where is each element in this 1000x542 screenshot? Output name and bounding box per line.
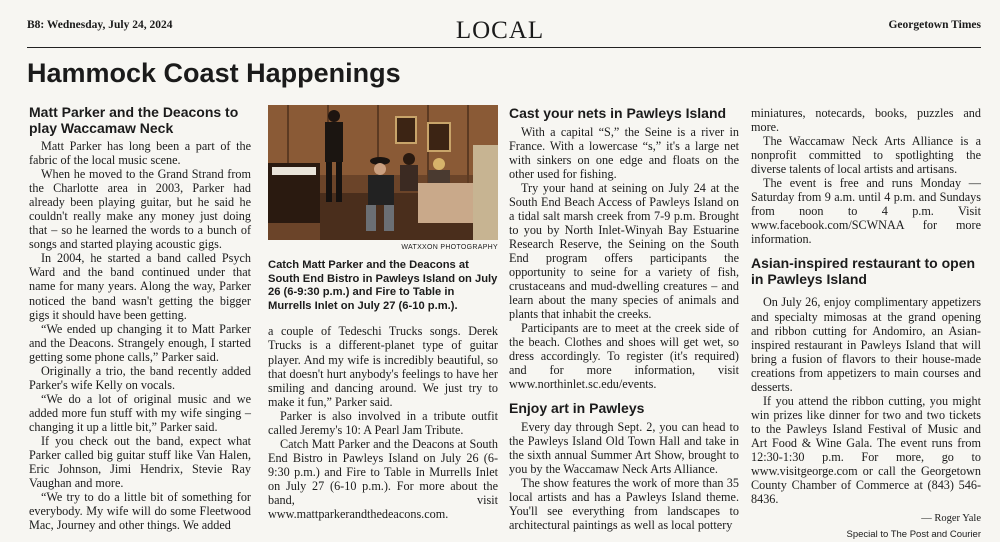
- paragraph: “We do a lot of original music and we added more fun stuff with my wife singing – changing it up a little bit,” Parker said.: [29, 391, 251, 434]
- paragraph: The show features the work of more than 35 local artists and has a Pawleys Island theme. You'll see everything from landscapes to architectural paintings as well as local pottery: [509, 476, 739, 533]
- paragraph: If you check out the band, expect what Parker called big guitar stuff like Van Halen, Eric Johnson, Jimi Hendrix, Stevie Ray Vaughan and more.: [29, 433, 251, 491]
- article-matt-parker-continued: [268, 105, 498, 521]
- paragraph: Parker is also involved in a tribute outfit called Jeremy's 10: A Pearl Jam Tribute.: [268, 408, 498, 437]
- paragraph: In 2004, he started a band called Psych Ward and the band continued under that name for many years. Along the way, Parker noticed the band wasn't getting the bigger gigs it should have been getting.: [29, 251, 251, 322]
- paragraph: The event is free and runs Monday — Saturday from 9 a.m. until 4 p.m. and Sundays from noon to 4 p.m. Visit www.facebook.com/SCWNAA for more information.: [751, 176, 981, 247]
- paragraph: With a capital “S,” the Seine is a river in France. With a lowercase “s,” it's a large net with sinkers on one edge and floats on the other used for fishing.: [509, 124, 739, 181]
- band-photo: [268, 105, 498, 240]
- paragraph: a couple of Tedeschi Trucks songs. Derek Trucks is a different-planet type of guitar player. And my wife is incredibly beautiful, so that doesn't hurt anybody's feelings to have her smiling and dancing around. We just try to make it fun,” Parker said.: [268, 324, 498, 409]
- paragraph: miniatures, notecards, books, puzzles and more.: [751, 106, 981, 135]
- publication-name: Georgetown Times: [888, 19, 981, 31]
- photo-credit: WATXXON PHOTOGRAPHY: [401, 244, 498, 251]
- paragraph: Participants are to meet at the creek side of the beach. Clothes and shoes will get wet, so dress accordingly. To register (it's required) and for more information, visit www.northinlet.sc.edu/events.: [509, 321, 739, 392]
- paragraph: Matt Parker has long been a part of the fabric of the local music scene.: [29, 139, 251, 168]
- article-matt-parker: [29, 105, 251, 532]
- paragraph: If you attend the ribbon cutting, you might win prizes like dinner for two and two tickets to the Pawleys Island Festival of Music and Art Food & Wine Gala. The event runs from 12:30-1:30 p.m. For more, go to www.visitgeorge.com or call the Georgetown County Chamber of Commerce at (843) 546-8436.: [751, 393, 981, 507]
- paragraph: Originally a trio, the band recently added Parker's wife Kelly on vocals.: [29, 363, 251, 392]
- paragraph: On July 26, enjoy complimentary appetizers and specialty mimosas at the grand opening and ribbon cutting for Andomiro, an Asian-inspired restaurant in Pawleys Island that will bring a fusion of flavors to their house-made creations from appetizers to main courses and desserts.: [751, 295, 981, 394]
- section-name: LOCAL: [455, 17, 545, 44]
- page-title: Hammock Coast Happenings: [27, 58, 401, 88]
- article-headline: Cast your nets in Pawleys Island: [509, 105, 727, 121]
- paragraph: “We ended up changing it to Matt Parker and the Deacons. Strangely enough, I started getting some phone calls,” Parker said.: [29, 321, 251, 364]
- paragraph: “We try to do a little bit of something for everybody. My wife will do some Fleetwood Mac, Journey and other things. We added: [29, 490, 251, 533]
- paragraph: The Waccamaw Neck Arts Alliance is a nonprofit committed to spotlighting the diverse talents of local artists and artisans.: [751, 134, 981, 177]
- photo-caption: Catch Matt Parker and the Deacons at South End Bistro in Pawleys Island on July 26 (6-9:30 p.m.) and Fire to Table in Murrells Inlet on July 27 (6-10 p.m.).: [268, 259, 498, 312]
- paragraph: Try your hand at seining on July 24 at the South End Beach Access of Pawleys Island on a tidal salt marsh creek from 7-9 p.m. Brought to you by North Inlet-Winyah Bay Estuarine Research Reserve, the Seining on the South End program offers participants the opportunity to seine for a variety of fish, crustaceans and mud-dwelling creatures – and learn about the many species of animals and plants that inhabit the creeks.: [509, 180, 739, 322]
- masthead-rule: [27, 47, 981, 48]
- byline: — Roger Yale: [921, 513, 981, 525]
- article-headline: Matt Parker and the Deacons to play Waccamaw Neck: [29, 104, 239, 136]
- paragraph: When he moved to the Grand Strand from the Charlotte area in 2003, Parker had already been playing guitar, but he said he couldn't really make any money just doing that – so he learned the words to a bunch of songs and started playing acoustic gigs.: [29, 167, 251, 252]
- article-headline: Asian-inspired restaurant to open in Pawleys Island: [751, 255, 976, 287]
- article-headline: Enjoy art in Pawleys: [509, 400, 645, 417]
- byline-organization: Special to The Post and Courier: [846, 529, 981, 541]
- band-photo-image: [268, 105, 498, 240]
- article-seining: [509, 106, 739, 532]
- paragraph: Every day through Sept. 2, you can head to the Pawleys Island Old Town Hall and take in the sixth annual Summer Art Show, brought to you by the Waccamaw Neck Arts Alliance.: [509, 419, 739, 477]
- article-art-and-restaurant: [751, 106, 981, 542]
- issue-date: B8: Wednesday, July 24, 2024: [27, 19, 173, 31]
- paragraph: Catch Matt Parker and the Deacons at South End Bistro in Pawleys Island on July 26 (6-9:30 p.m.) and Fire to Table in Murrells Inlet on July 27 (6-10 p.m.). For more about the band, visit www.mattparkerandthedeacons.com.: [268, 436, 498, 522]
